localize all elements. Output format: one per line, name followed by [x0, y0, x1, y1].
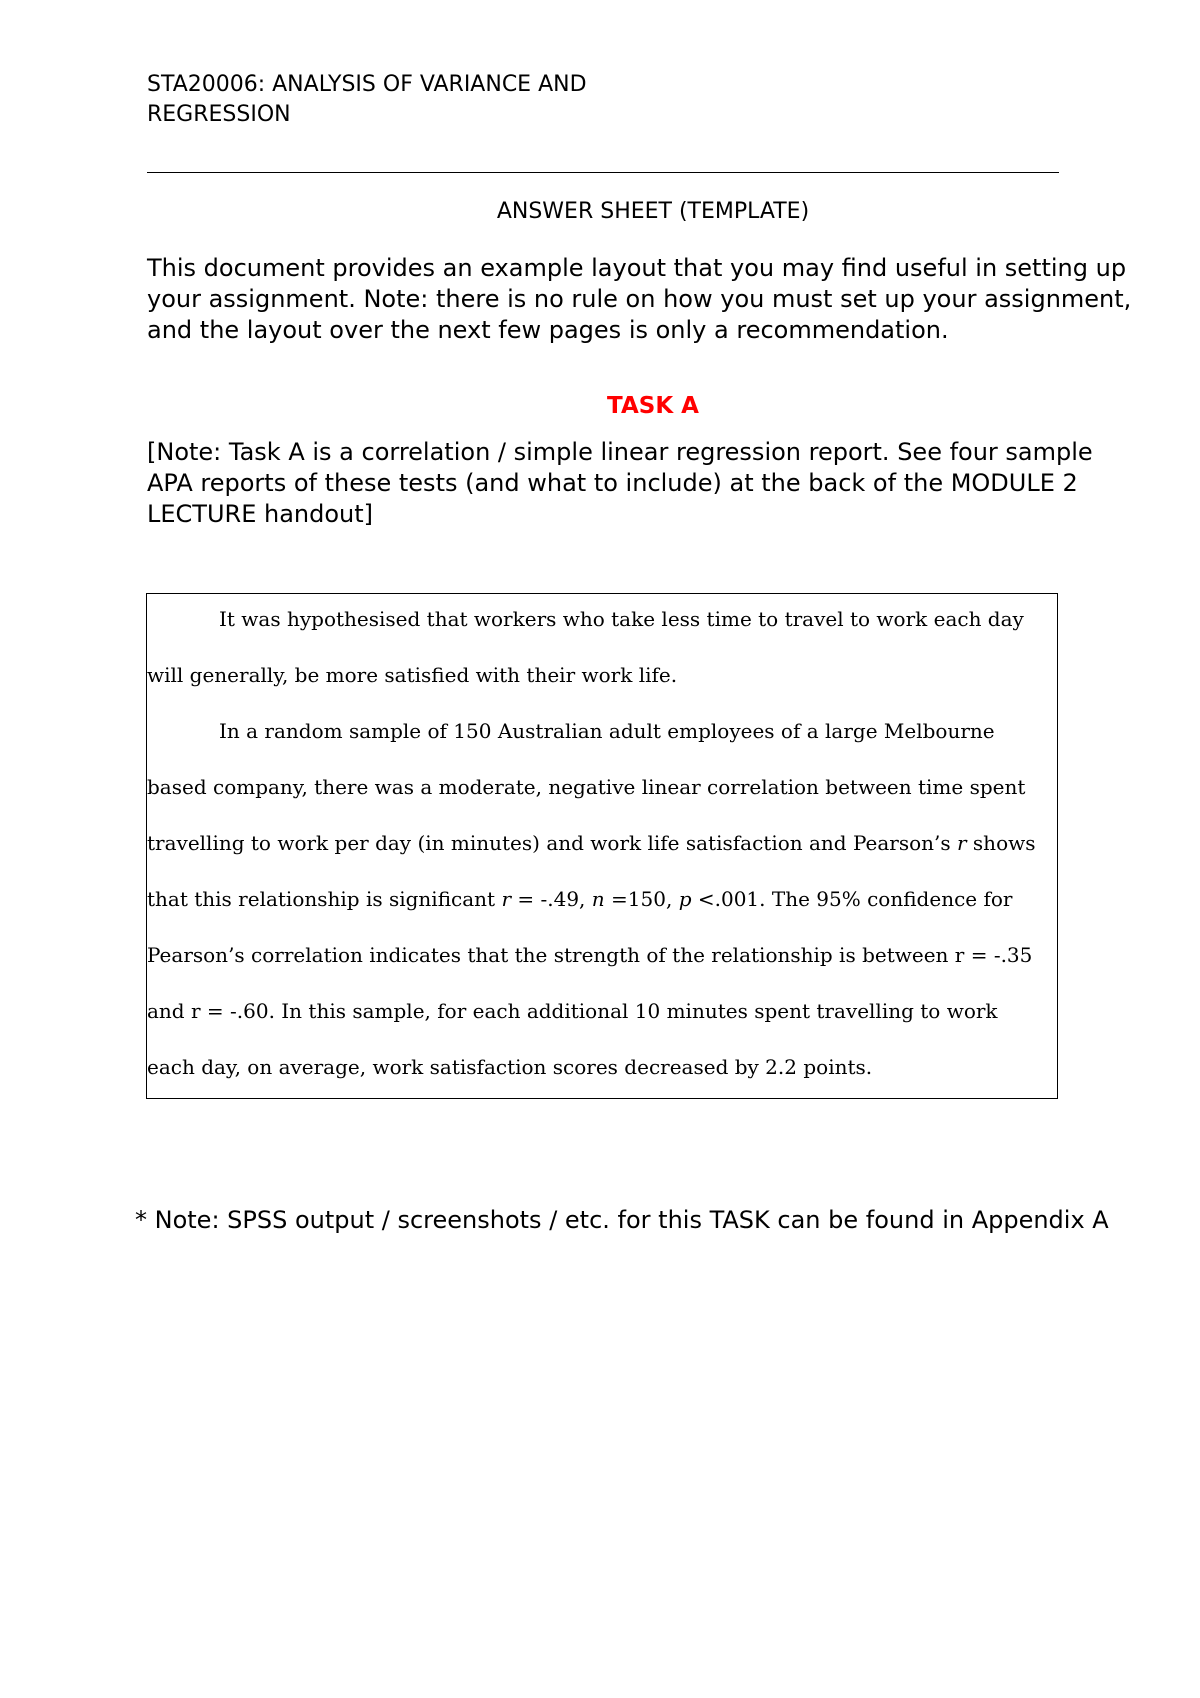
report-text-segment: shows that this relationship is significant [147, 831, 1036, 911]
report-text-segment: <.001. The 95% confidence for Pearson’s correlation indicates that the strength of the relationship is between r = -.35 and r = -.60. In this sample, for each additional 10 minutes spent travelling to work each day, on average, work satisfaction scores decreased by 2.2 points. [147, 887, 1033, 1079]
p-statistic-symbol: p [678, 887, 692, 911]
answer-sheet-heading: ANSWER SHEET (TEMPLATE) [496, 199, 810, 224]
course-title-line-2: REGRESSION [147, 102, 291, 127]
n-statistic-symbol: n [591, 887, 605, 911]
r-statistic-symbol: r [501, 887, 512, 911]
course-title [147, 70, 707, 130]
intro-paragraph: This document provides an example layout that you may find useful in setting up your assignment. Note: there is no rule on how you must set up your assignment, and the layout over the next few pages is only a recommendation. [147, 254, 1132, 344]
course-title-line-1: STA20006: ANALYSIS OF VARIANCE AND [147, 72, 587, 97]
task-a-heading: TASK A [607, 393, 699, 419]
report-text-segment: =150, [604, 887, 679, 911]
report-text-segment: = -.49, [511, 887, 592, 911]
task-a-note: [Note: Task A is a correlation / simple linear regression report. See four sample APA reports of these tests (and what to include) at the back of the MODULE 2 LECTURE handout] [147, 438, 1093, 528]
report-paragraph-results [147, 703, 1049, 1095]
header-divider [147, 172, 1059, 173]
report-text-segment: In a random sample of 150 Australian adult employees of a large Melbourne based company, there was a moderate, negative linear correlation between time spent travelling to work per day (in minutes) and work life satisfaction and Pearson’s [147, 719, 1026, 855]
report-paragraph-hypothesis: It was hypothesised that workers who take less time to travel to work each day will generally, be more satisfied with their work life. [147, 607, 1024, 687]
pearson-r-symbol: r [957, 831, 967, 855]
appendix-note: * Note: SPSS output / screenshots / etc. for this TASK can be found in Appendix A [135, 1206, 1109, 1234]
apa-report-box [146, 593, 1058, 1099]
